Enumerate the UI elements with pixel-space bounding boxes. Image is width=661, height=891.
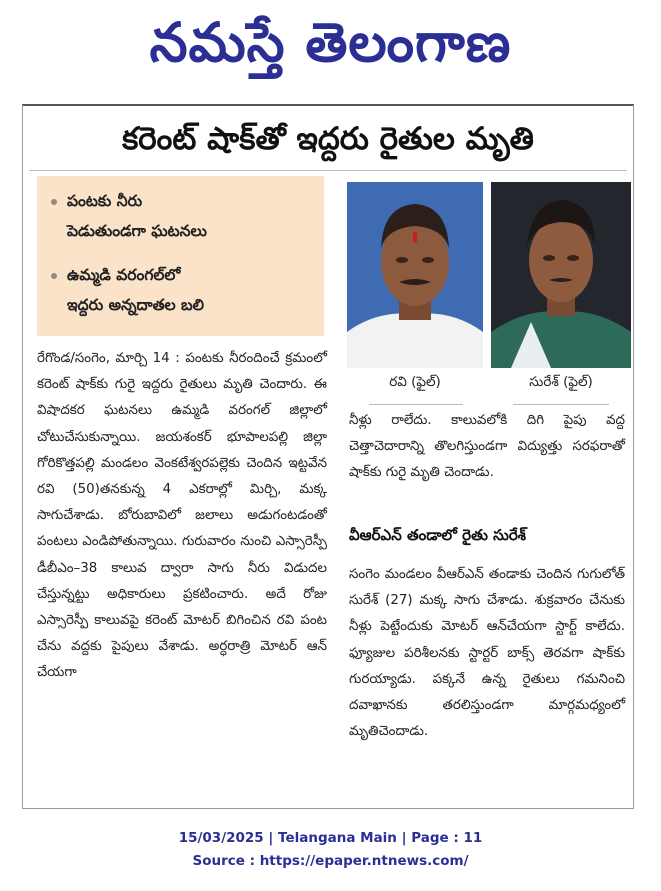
highlight-line: పెడుతుండగా ఘటనలు <box>67 222 207 240</box>
headline-divider <box>29 170 627 171</box>
masthead-logo <box>0 2 661 84</box>
news-article <box>22 104 634 809</box>
photo-suresh <box>491 182 631 368</box>
masthead-title: నమస్తే తెలంగాణ <box>149 11 512 74</box>
bullet-icon <box>51 199 57 205</box>
highlights-box <box>37 176 324 336</box>
highlight-item <box>51 260 311 320</box>
highlight-line: ఉమ్మడి వరంగల్‌లో <box>67 266 181 284</box>
footer-edition-info: 15/03/2025 | Telangana Main | Page : 11 <box>178 830 483 846</box>
article-body-left: రేగొండ/సంగెం, మార్చి 14 : పంటకు నీరందించే క్రమంలో కరెంట్ షాక్‌కు గురై ఇద్దరు రైతులు మృతి చెందారు. ఈ విషాదకర ఘటనలు ఉమ్మడి వరంగల్ జిల్లాలో చోటుచేసుకున్నాయి. జయశంకర్ భూపాలపల్లి జిల్లా గోరికొత్తపల్లి మండలం వెంకటేశ్వరపల్లెకు చెందిన ఇట్టవేన రవి (50)తనకున్న 4 ఎకరాల్లో మిర్చి, మక్క సాగుచేశాడు. బోరుబావిలో జలాలు అడుగంటడంతో పంటలు ఎండిపోతున్నాయి. గురువారం నుంచి ఎస్సారెస్పీ డీబీఎం–38 కాలువ ద్వారా సాగు నీరు విడుదల చేస్తున్నట్టు అధికారులు ప్రకటించారు. అదే రోజు ఎస్సారెస్పీ కాలువపై కరెంట్ మోటర్ బిగించిన రవి పంట చేను వద్దకు పైపులు వేశాడు. అర్ధరాత్రి మోటర్ ఆన్ చేయగా <box>37 351 327 681</box>
caption-divider <box>513 404 609 405</box>
photo-caption: సురేశ్ (ఫైల్) <box>529 374 593 390</box>
article-subheading: వీఆర్‌ఎన్ తండాలో రైతు సురేశ్ <box>349 526 527 544</box>
article-body-right-bottom: సంగెం మండలం వీఆర్‌ఎన్ తండాకు చెందిన గుగులోత్ సురేశ్ (27) మక్క సాగు చేశాడు. శుక్రవారం చేనుకు నీళ్లు పెట్టేందుకు మోటర్ ఆన్‌చేయగా స్టార్ట్ కాలేదు. ఫ్యూజుల పరిశీలనకు స్టార్టర్ బాక్స్ తెరవగా షాక్‌కు గురయ్యాడు. పక్కనే ఉన్న రైతులు గమనించి దవాఖానకు తరలిస్తుండగా మార్గమధ్యంలో మృతిచెందాడు. <box>349 567 625 740</box>
photo-caption: రవి (ఫైల్) <box>389 374 441 390</box>
caption-divider <box>369 404 463 405</box>
photo-ravi <box>347 182 483 368</box>
bullet-icon <box>51 273 57 279</box>
portrait-icon <box>491 182 631 368</box>
article-body-right-top: నీళ్లు రాలేదు. కాలువలోకి దిగి పైపు వద్ద చెత్తాచెదారాన్ని తొలగిస్తుండగా విద్యుత్తు సరఫరాతో షాక్‌కు గురై మృతి చెందాడు. <box>349 413 625 481</box>
highlight-line: పంటకు నీరు <box>67 192 143 210</box>
footer-source-link: Source : https://epaper.ntnews.com/ <box>192 853 469 869</box>
highlight-item <box>51 186 311 246</box>
portrait-icon <box>347 182 483 368</box>
article-headline: కరెంట్ షాక్‌తో ఇద్దరు రైతుల మృతి <box>122 121 534 157</box>
highlight-line: ఇద్దరు అన్నదాతల బలి <box>67 296 205 314</box>
